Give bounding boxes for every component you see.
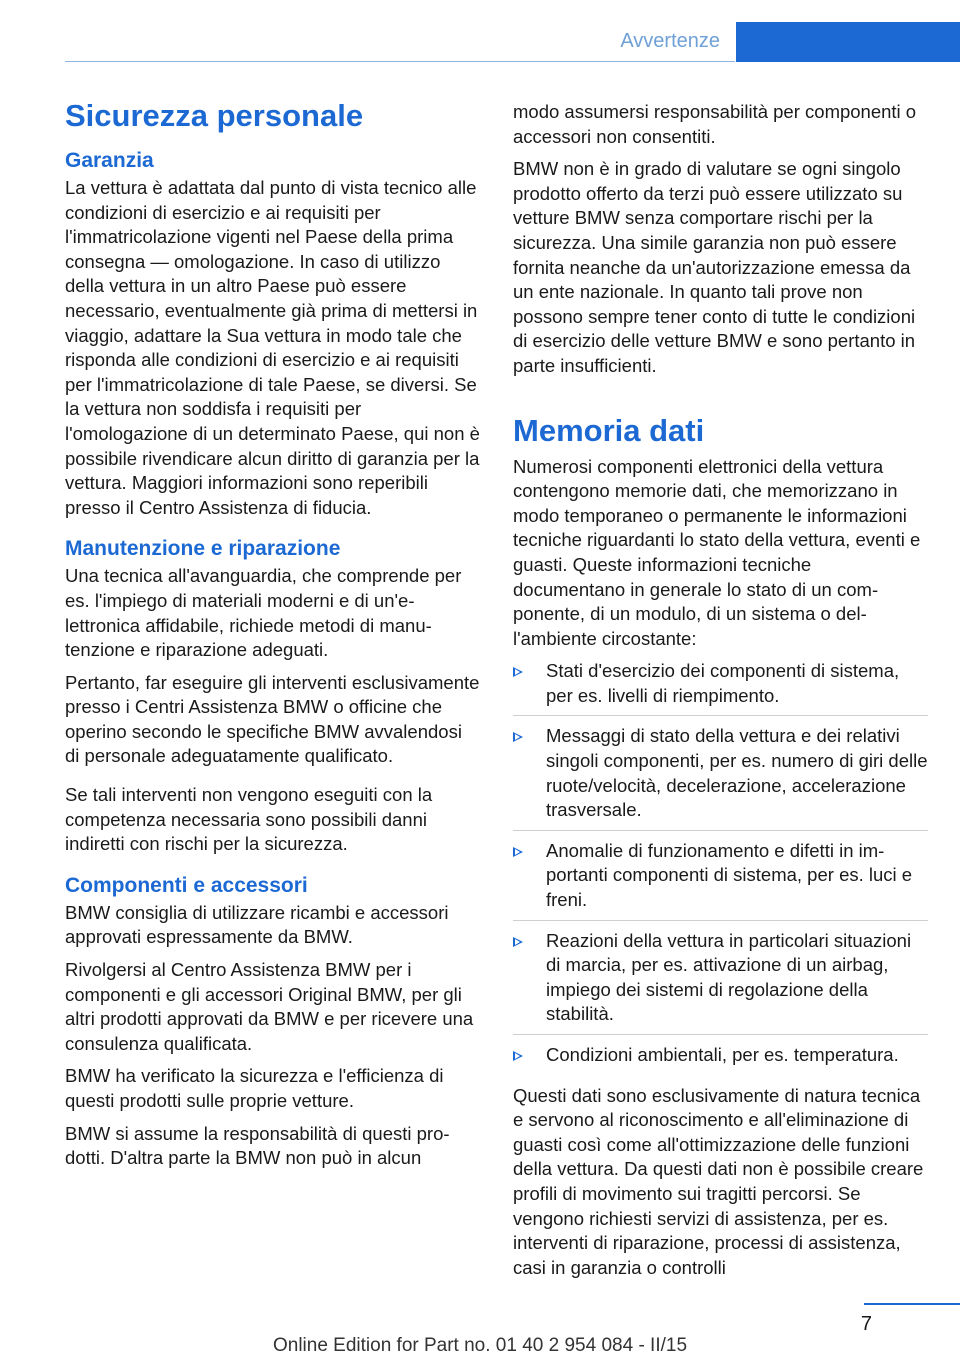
section-title-personal-safety: Sicurezza personale — [65, 98, 364, 133]
list-item: Anomalie di funzionamento e difetti in importanti componenti di sistema, per es. luci e freni. — [513, 839, 928, 921]
paragraph-components-1: BMW consiglia di utilizzare ricambi e accessori approvati espressamente da BMW. — [65, 901, 449, 948]
paragraph-continued-2: BMW non è in grado di valutare se ogni singolo prodotto offerto da terzi può essere utilizzato su vetture BMW senza comportare rischi per la sicurezza. Una simile garanzia non può essere fornita neanche da un'autorizzazione emessa da un ente nazionale. In quanto tali prove non possono sempre tener conto di tutte le condizioni di esercizio delle vetture BMW e sono pertanto in parte insufficienti. — [513, 158, 916, 376]
paragraph-components-2: Rivolgersi al Centro Assistenza BMW per i componenti e gli accessori Original BMW, per gli altri prodotti approvati da BMW e per ricevere una consulenza qualificata. — [65, 959, 474, 1054]
right-column — [513, 100, 928, 1288]
header-rule — [65, 61, 735, 62]
section-title-data-memory: Memoria dati — [513, 412, 705, 448]
paragraph-memory-2: Questi dati sono esclusivamente di natura tecnica e servono al riconoscimento e all'eliminazione di guasti così come all'ottimizzazione delle funzioni della vettura. Da questi dati non è possibile creare profili di movimento sui tragitti percorsi. Se vengono richiesti servizi di assistenza, per es. interventi di riparazione, processi di assistenza, casi in garanzia o controlli — [513, 1084, 924, 1278]
header-title: Avvertenze — [620, 30, 720, 52]
triangle-bullet-icon — [513, 667, 523, 677]
footer-rule — [864, 1303, 960, 1305]
heading-maintenance: Manutenzione e riparazione — [65, 537, 341, 561]
memory-list — [513, 659, 928, 1075]
paragraph-components-3: BMW ha verificato la sicurezza e l'efficienza di questi prodotti sulle proprie vetture. — [65, 1065, 444, 1111]
list-item: Reazioni della vettura in particolari situazioni di marcia, per es. attivazione di un airbag, impiego dei sistemi di regolazione della stabilità. — [513, 929, 928, 1035]
paragraph-continued-1: modo assumersi responsabilità per componenti o accessori non consentiti. — [513, 101, 917, 147]
triangle-bullet-icon — [513, 937, 523, 947]
section-components — [65, 871, 480, 1171]
heading-components: Componenti e accessori — [65, 873, 308, 897]
list-item: Messaggi di stato della vettura e dei relativi singoli componenti, per es. numero di giri delle ruote/velocità, decelerazione, accelerazione trasversale. — [513, 724, 928, 830]
list-item: Condizioni ambientali, per es. temperatura. — [513, 1043, 928, 1076]
list-item: Stati d'esercizio dei componenti di sistema, per es. livelli di riempimento. — [513, 659, 928, 716]
triangle-bullet-icon — [513, 847, 523, 857]
section-maintenance — [65, 534, 480, 857]
paragraph-memory-intro: Numerosi componenti elettronici della vettura contengono memorie dati, che memorizzano in modo temporaneo o permanente le informazioni tecniche riguardanti lo stato della vettura, eventi e guasti. Queste informazioni tecniche documentano in generale lo stato di un componente, di un modulo, di un sistema o dell'ambiente circostante: — [513, 455, 921, 649]
page-number: 7 — [860, 1313, 872, 1335]
left-column — [65, 96, 480, 1179]
paragraph-maintenance-2: Pertanto, far eseguire gli interventi esclusivamente presso i Centri Assistenza BMW o officine che operino secondo le specifiche BMW avvalendosi di personale adeguatamente qualificato. — [65, 671, 480, 767]
paragraph-maintenance-1: Una tecnica all'avanguardia, che comprende per es. l'impiego di materiali moderni e di un'elettronica affidabile, richiede metodi di manutenzione e riparazione adeguati. — [65, 565, 462, 661]
paragraph-warranty: La vettura è adattata dal punto di vista tecnico alle condizioni di esercizio e ai requisiti per l'immatricolazione vigenti nel Paese della prima consegna — omologazione. In caso di utilizzo della vettura in un altro Paese può essere necessario, eventualmente già prima di mettersi in viaggio, adattare la Sua vettura in modo tale che risponda alle condizioni di esercizio e ai requisiti per l'immatricolazione di tale Paese, se diversi. Se la vettura non soddisfa i requisiti per l'omologazione di un determinato Paese, qui non è possibile rivendicare alcun diritto di garanzia per la vettura. Maggiori informazioni sono reperibili presso il Centro Assistenza di fiducia. — [65, 177, 480, 518]
footer-edition: Online Edition for Part no. 01 40 2 954 084 - II/15 — [272, 1335, 688, 1356]
paragraph-maintenance-3: Se tali interventi non vengono eseguiti con la competenza necessaria sono possibili danni indiretti con rischi per la sicurezza. — [65, 784, 433, 855]
heading-warranty: Garanzia — [65, 149, 154, 172]
triangle-bullet-icon — [513, 732, 523, 742]
paragraph-components-4: BMW si assume la responsabilità di questi prodotti. D'altra parte la BMW non può in alcun — [65, 1122, 450, 1169]
header-tab — [736, 22, 960, 62]
triangle-bullet-icon — [513, 1051, 523, 1061]
